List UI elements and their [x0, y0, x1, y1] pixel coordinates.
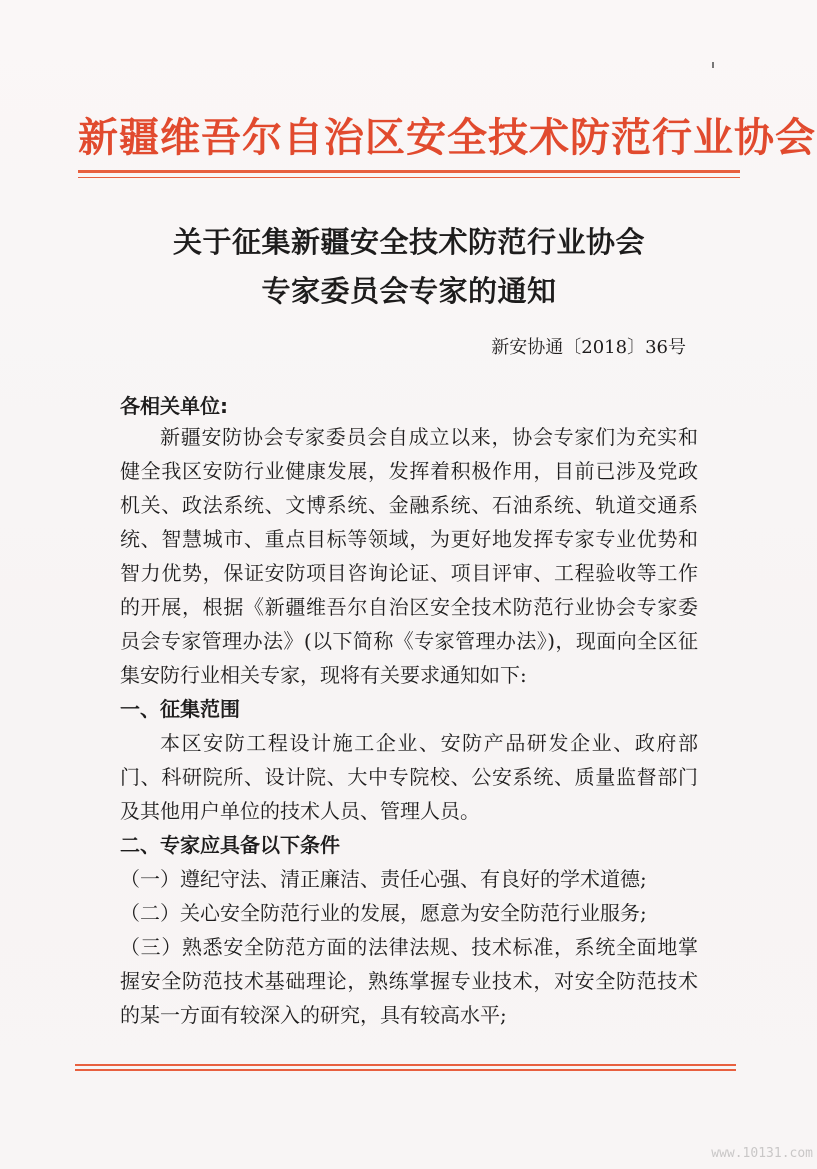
- notice-title-line-1: 关于征集新疆安全技术防范行业协会: [172, 225, 645, 259]
- letterhead-org-name: 新疆维吾尔自治区安全技术防范行业协会: [78, 114, 816, 161]
- condition-item: （一）遵纪守法、清正廉洁、责任心强、有良好的学术道德;: [120, 867, 647, 891]
- notice-body: [120, 420, 698, 1032]
- condition-item: （三）熟悉安全防范方面的法律法规、技术标准，系统全面地掌握安全防范技术基础理论，熟练掌握专业技术，对安全防范技术的某一方面有较深入的研究，具有较高水平;: [120, 935, 698, 1027]
- footer-rule-lower: [75, 1069, 736, 1071]
- site-watermark: www.10131.com: [711, 1146, 813, 1161]
- section-paragraph-scope: 本区安防工程设计施工企业、安防产品研发企业、政府部门、科研院所、设计院、大中专院校、公安系统、质量监督部门及其他用户单位的技术人员、管理人员。: [120, 731, 698, 823]
- condition-item: （二）关心安全防范行业的发展，愿意为安全防范行业服务;: [120, 901, 647, 925]
- notice-title-line-2: 专家委员会专家的通知: [261, 274, 557, 308]
- footer-rule-upper: [75, 1064, 736, 1066]
- salutation: 各相关单位:: [120, 394, 228, 418]
- document-number: 新安协通〔2018〕36号: [491, 337, 686, 358]
- section-heading-conditions: 二、专家应具备以下条件: [120, 833, 340, 857]
- scan-speck: [712, 62, 714, 68]
- letterhead-rule-thin: [78, 177, 740, 178]
- letterhead-rule-thick: [78, 170, 740, 173]
- intro-paragraph: 新疆安防协会专家委员会自成立以来，协会专家们为充实和健全我区安防行业健康发展，发挥着积极作用，目前已涉及党政机关、政法系统、文博系统、金融系统、石油系统、轨道交通系统、智慧城市、重点目标等领域，为更好地发挥专家专业优势和智力优势，保证安防项目咨询论证、项目评审、工程验收等工作的开展，根据《新疆维吾尔自治区安全技术防范行业协会专家委员会专家管理办法》(以下简称《专家管理办法》)，现面向全区征集安防行业相关专家，现将有关要求通知如下:: [120, 425, 698, 687]
- section-heading-scope: 一、征集范围: [120, 697, 240, 721]
